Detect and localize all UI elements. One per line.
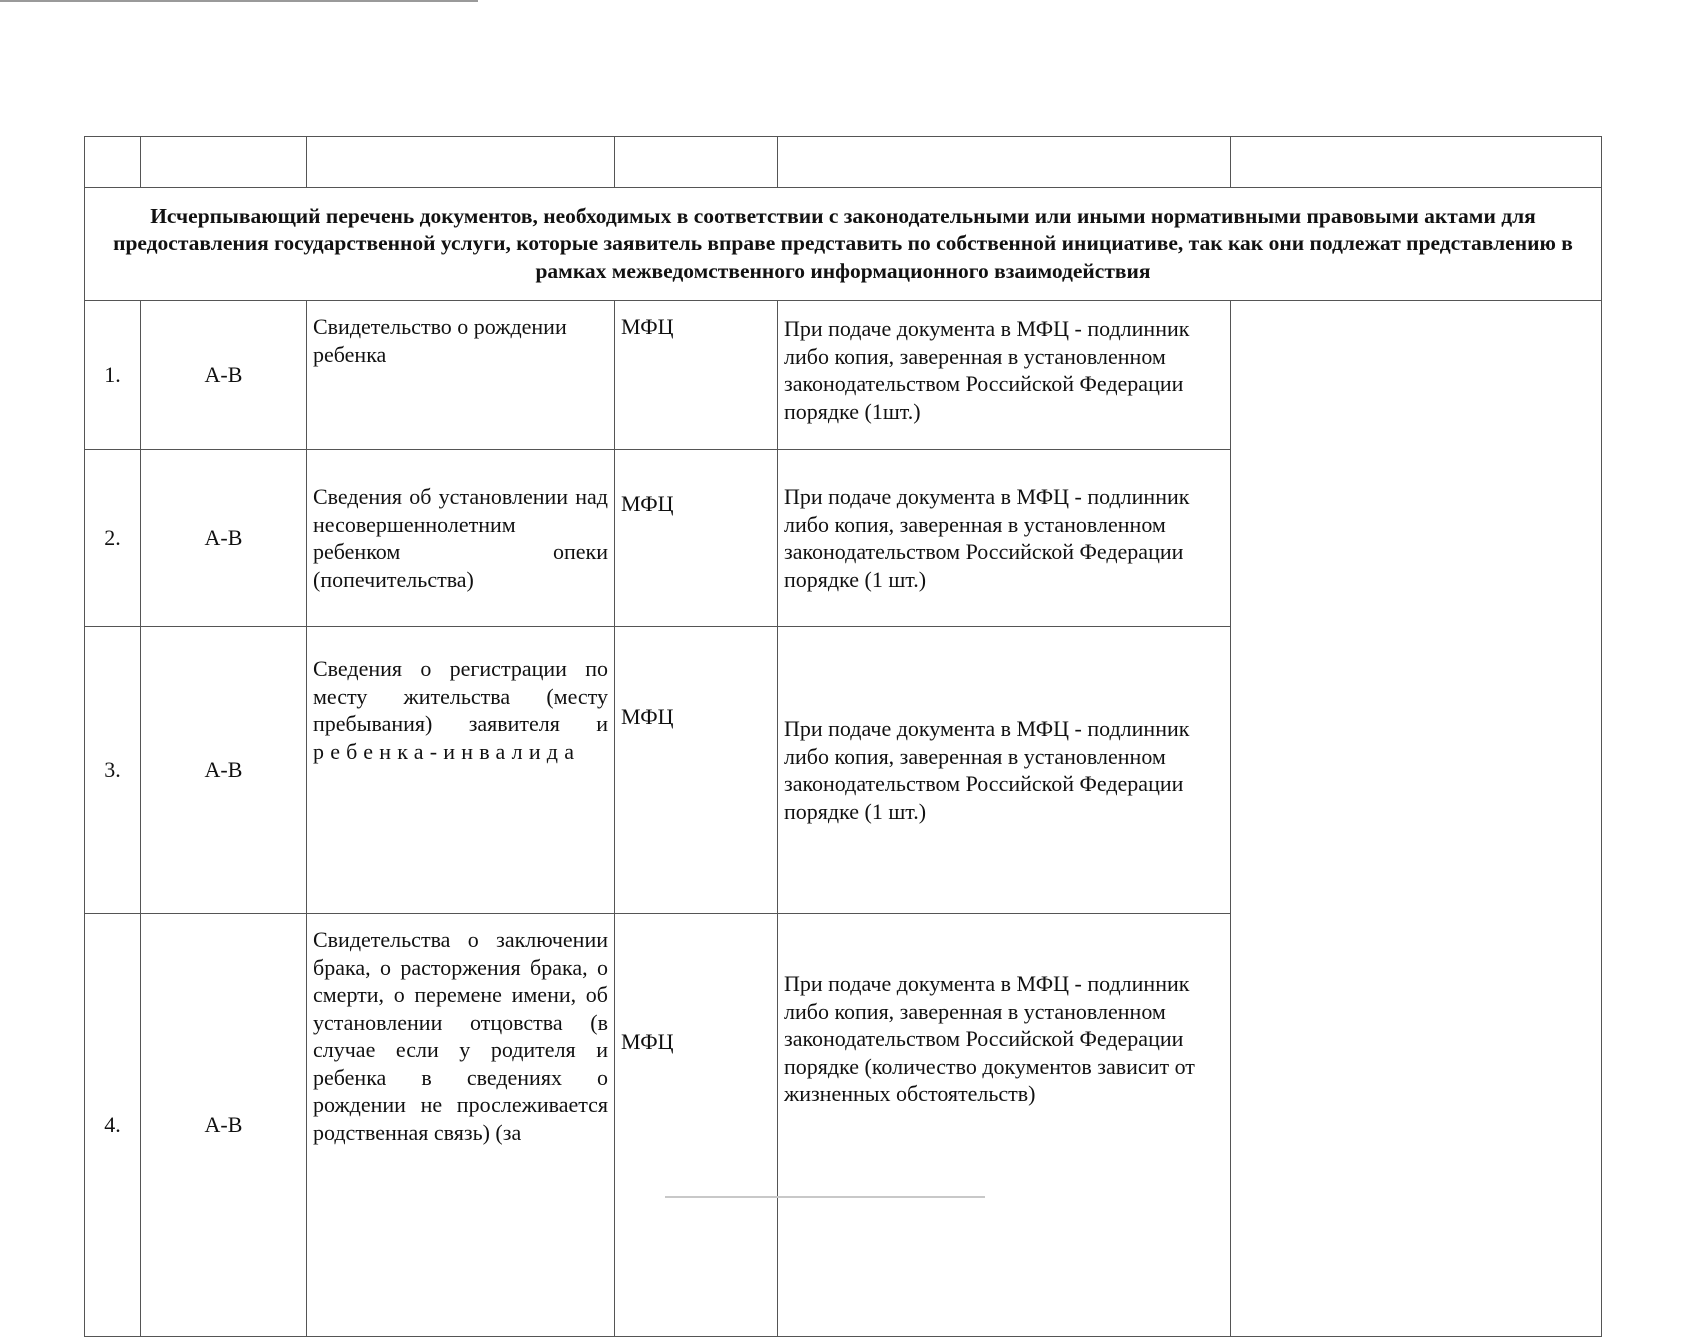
empty-column-cell (1231, 301, 1602, 1337)
row-code: А-В (141, 450, 307, 627)
table-cell (778, 137, 1231, 188)
section-heading-row (85, 188, 1602, 301)
table-cell (141, 137, 307, 188)
document-issuer: МФЦ (615, 301, 778, 450)
document-requirement: При подаче документа в МФЦ - подлинник либо копия, заверенная в установленном законодательством Российской Федерации порядке (количество документов зависит от жизненных обстоятельств) (778, 914, 1231, 1337)
document-name: Свидетельство о рождении ребенка (307, 301, 615, 450)
row-number: 2. (85, 450, 141, 627)
document-name: Сведения об установлении над несовершеннолетним ребенком опеки (попечительства) (307, 450, 615, 627)
table-cell (1231, 137, 1602, 188)
row-number: 3. (85, 627, 141, 914)
table-cell (307, 137, 615, 188)
document-name-spaced: ребенка-инвалида (313, 738, 581, 764)
document-name-main: Сведения о регистрации по месту жительства (месту пребывания) заявителя и (313, 656, 608, 736)
document-issuer: МФЦ (615, 450, 778, 627)
documents-table (84, 136, 1602, 1337)
document-requirement: При подаче документа в МФЦ - подлинник либо копия, заверенная в установленном законодательством Российской Федерации порядке (1 шт.) (778, 450, 1231, 627)
table-row (85, 301, 1602, 450)
table-header-row (85, 137, 1602, 188)
document-name: Свидетельства о заключении брака, о расторжения брака, о смерти, о перемене имени, об установлении отцовства (в случае если у родителя и ребенка в сведениях о рождении не прослеживается родственная связь) (за (307, 914, 615, 1337)
section-heading: Исчерпывающий перечень документов, необходимых в соответствии с законодательными или иными нормативными правовыми актами для предоставления государственной услуги, которые заявитель вправе представить по собственной инициативе, так как они подлежат представлению в рамках межведомственного информационного взаимодействия (85, 188, 1602, 301)
scan-edge-line (0, 0, 478, 2)
row-number: 1. (85, 301, 141, 450)
document-issuer: МФЦ (615, 627, 778, 914)
document-issuer: МФЦ (615, 914, 778, 1337)
table-cell (615, 137, 778, 188)
row-code: А-В (141, 627, 307, 914)
scan-edge-line (665, 1196, 985, 1198)
row-number: 4. (85, 914, 141, 1337)
row-code: А-В (141, 914, 307, 1337)
document-requirement: При подаче документа в МФЦ - подлинник либо копия, заверенная в установленном законодательством Российской Федерации порядке (1шт.) (778, 301, 1231, 450)
table-cell (85, 137, 141, 188)
document-name (307, 627, 615, 914)
document-requirement: При подаче документа в МФЦ - подлинник либо копия, заверенная в установленном законодательством Российской Федерации порядке (1 шт.) (778, 627, 1231, 914)
row-code: А-В (141, 301, 307, 450)
